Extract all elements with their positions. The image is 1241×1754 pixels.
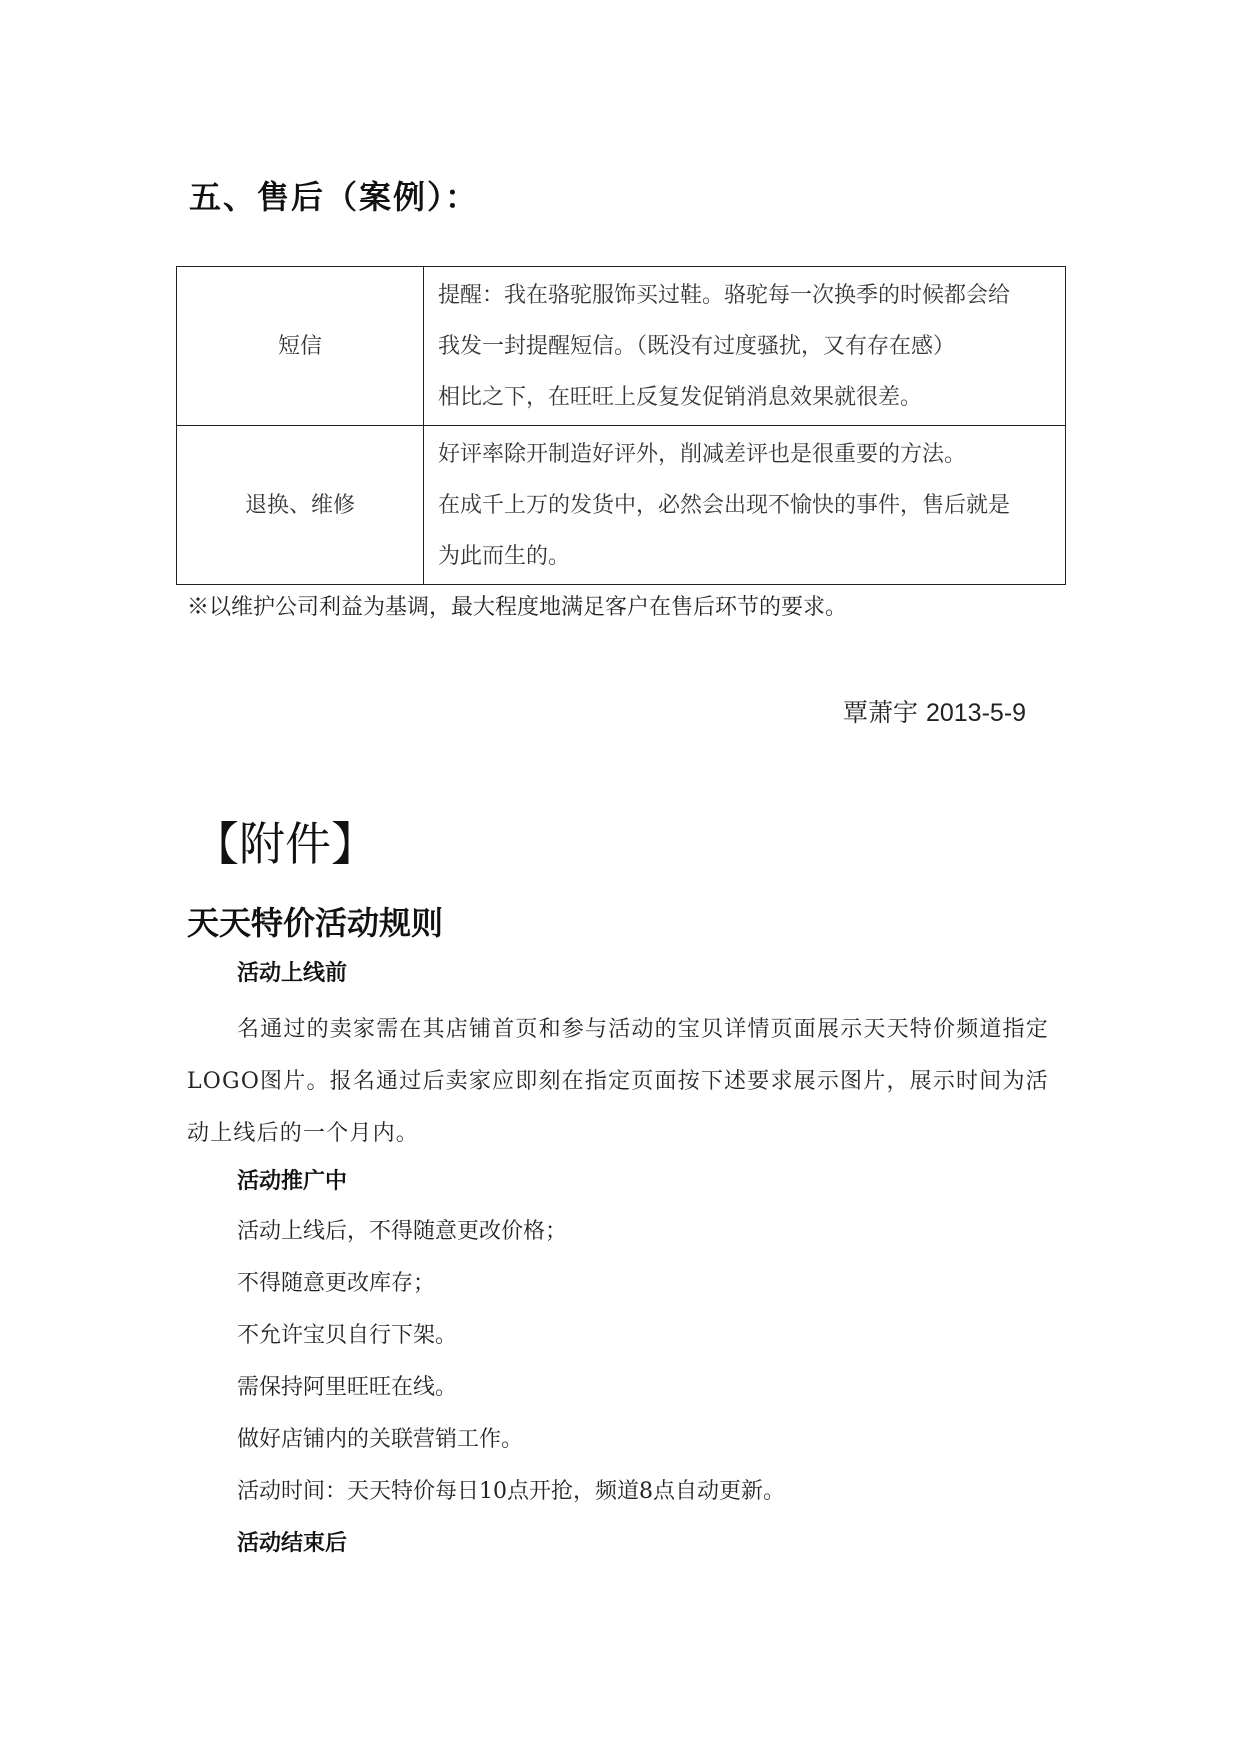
list-item: 活动上线后，不得随意更改价格； — [237, 1219, 568, 1244]
signature-date: 2013-5-9 — [925, 699, 1027, 727]
table-row — [177, 426, 1066, 585]
row-line: 提醒：我在骆驼服饰买过鞋。骆驼每一次换季的时候都会给 — [438, 282, 1011, 308]
row-line: 我发一封提醒短信。（既没有过度骚扰，又有存在感） — [438, 333, 956, 359]
row-line: 相比之下，在旺旺上反复发促销消息效果就很差。 — [438, 384, 923, 410]
list-item: 不得随意更改库存； — [237, 1271, 436, 1296]
after-heading: 活动结束后 — [237, 1530, 348, 1556]
row-key: 短信 — [177, 267, 424, 426]
rules-title: 天天特价活动规则 — [187, 904, 444, 942]
note-text: ※以维护公司利益为基调，最大程度地满足客户在售后环节的要求。 — [187, 595, 848, 620]
section-title: 五、售后（案例）： — [189, 178, 480, 216]
after-sales-table — [176, 266, 1066, 585]
row-line: 在成千上万的发货中，必然会出现不愉快的事件，售后就是 — [438, 492, 1011, 518]
list-item: 不允许宝贝自行下架。 — [237, 1323, 458, 1348]
signature — [843, 693, 1026, 729]
before-paragraph: 名通过的卖家需在其店铺首页和参与活动的宝贝详情页面展示天天特价频道指定LOGO图片。报名通过后卖家应即刻在指定页面按下述要求展示图片，展示时间为活动上线后的一个月内。 — [187, 1017, 1050, 1146]
row-value — [424, 267, 1066, 426]
list-item: 需保持阿里旺旺在线。 — [237, 1375, 458, 1400]
list-item: 做好店铺内的关联营销工作。 — [237, 1427, 524, 1452]
signature-name: 覃萧宇 — [843, 698, 919, 727]
row-line: 好评率除开制造好评外，削减差评也是很重要的方法。 — [438, 441, 967, 467]
attachment-heading: 【附件】 — [193, 817, 377, 871]
during-heading: 活动推广中 — [237, 1168, 348, 1194]
table-row — [177, 267, 1066, 426]
before-heading: 活动上线前 — [237, 960, 348, 986]
row-line: 为此而生的。 — [438, 543, 571, 569]
row-value — [424, 426, 1066, 585]
list-item: 活动时间：天天特价每日10点开抢，频道8点自动更新。 — [237, 1479, 785, 1504]
row-key: 退换、维修 — [177, 426, 424, 585]
